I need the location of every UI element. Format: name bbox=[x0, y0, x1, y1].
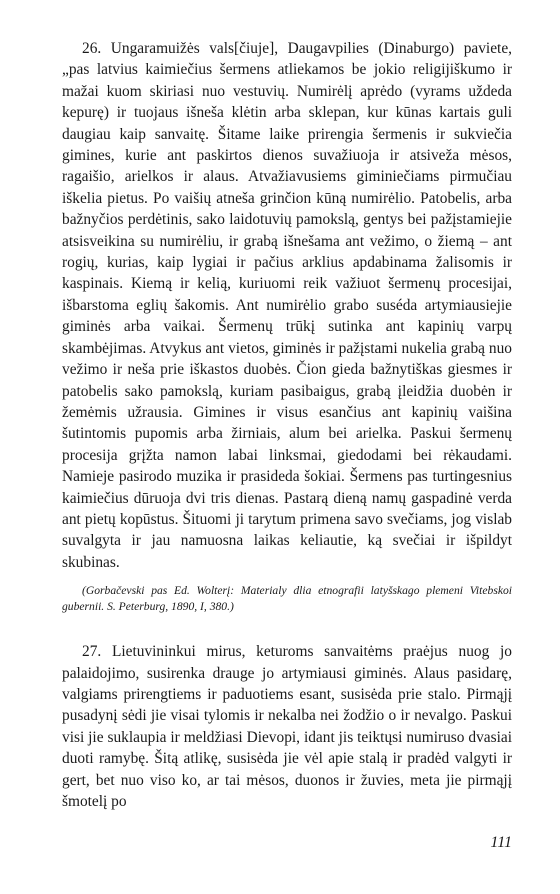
source-citation: (Gorbačevski pas Ed. Wolterį: Materialy dlia etnografii latyšskago plemeni Vitebskoi gubernii. S. Peterburg, 1890, I, 380.) bbox=[62, 584, 512, 614]
page-body bbox=[62, 38, 512, 812]
paragraph-26: 26. Ungaramuižės vals[čiuje], Daugavpilies (Dinaburgo) paviete, „pas latvius kaimiečius šermens atliekamos be jokio religijiškumo ir mažai kuom skiriasi nuo vestuvių. Numirėlį aprėdo (vyrams uždeda kepurę) ir tuojaus išneša klėtin arba sklepan, kur kūnas kartais guli daugiau kaip sanvaitę. Šitame laike prirengia šermenis ir sukviečia gimines, kurie ant paskirtos dienos suvažiuoja ir atsiveža mėsos, ragaišio, arielkos ir alaus. Atvažiavusiems giminiečiams pirmučiau iškelia pietus. Po vaišių atneša grinčion kūną numirėlio. Patobelis, arba bažnyčios perdėtinis, sako laidotuvių pamokslą, gentys bei pažįstamiejie atsisveikina su numirėliu, ir grabą išnešama ant vežimo, o žiemą – ant rogių, kurias, kaip lygiai ir pačius arklius apdabinama žalisomis ir kaspinais. Kiemą ir kelią, kuriuomi reik važiuot šermenų procesijai, išbarstoma eglių šakomis. Ant numirėlio grabo suséda artymiausiejie giminės arba vaikai. Šermenų trūkį sutinka ant kapinių varpų skambėjimas. Atvykus ant vietos, giminės ir pažįstami nukelia grabą nuo vežimo ir neša prie iškastos duobės. Čion gieda bažnytiškas giesmes ir patobelis sako pamokslą, kuriam pasibaigus, grabą įleidžia duobėn ir žemėmis užrausia. Gimines ir visus esančius ant kapinių vaišina šutintomis pupomis arba žirniais, alum bei arielka. Paskui šermenų procesija grįžta namon labai linksmai, giedodami bei rėkaudami. Namieje pasirodo muzika ir prasideda šokiai. Šermens pas turtingesnius kaimiečius dūruoja dvi tris dienas. Pastarą dieną namų gaspadinė verda ant pietų kopūstus. Šituomi ji tarytum primena savo svečiams, jog vislab suvalgyta ir jau namuosna laikas keliautie, ką svečiai ir išpildyt skubinas. bbox=[62, 40, 512, 571]
paragraph-27: 27. Lietuvininkui mirus, keturoms sanvaitėms praėjus nuog jo palaidojimo, susirenka drauge jo artymiausi giminės. Alaus pasidarę, valgiams prirengtiems ir paduotiems esant, susisėda prie stalo. Pirmąjį pusadynį sėdi jie visai tylomis ir nekalba nei žodžio o ir nevalgo. Paskui visi jie suklaupia ir meldžiasi Dievopi, idant jis teiktųsi numiruso dvasiai duoti ramybę. Šitą atlikę, susisėda jie vėl apie stalą ir pradėd valgyti ir gert, bet nuo viso ko, ar tai mėsos, duonos ir žuvies, meta jie pirmąjį šmotelį po bbox=[62, 643, 512, 810]
page-number: 111 bbox=[490, 834, 512, 851]
